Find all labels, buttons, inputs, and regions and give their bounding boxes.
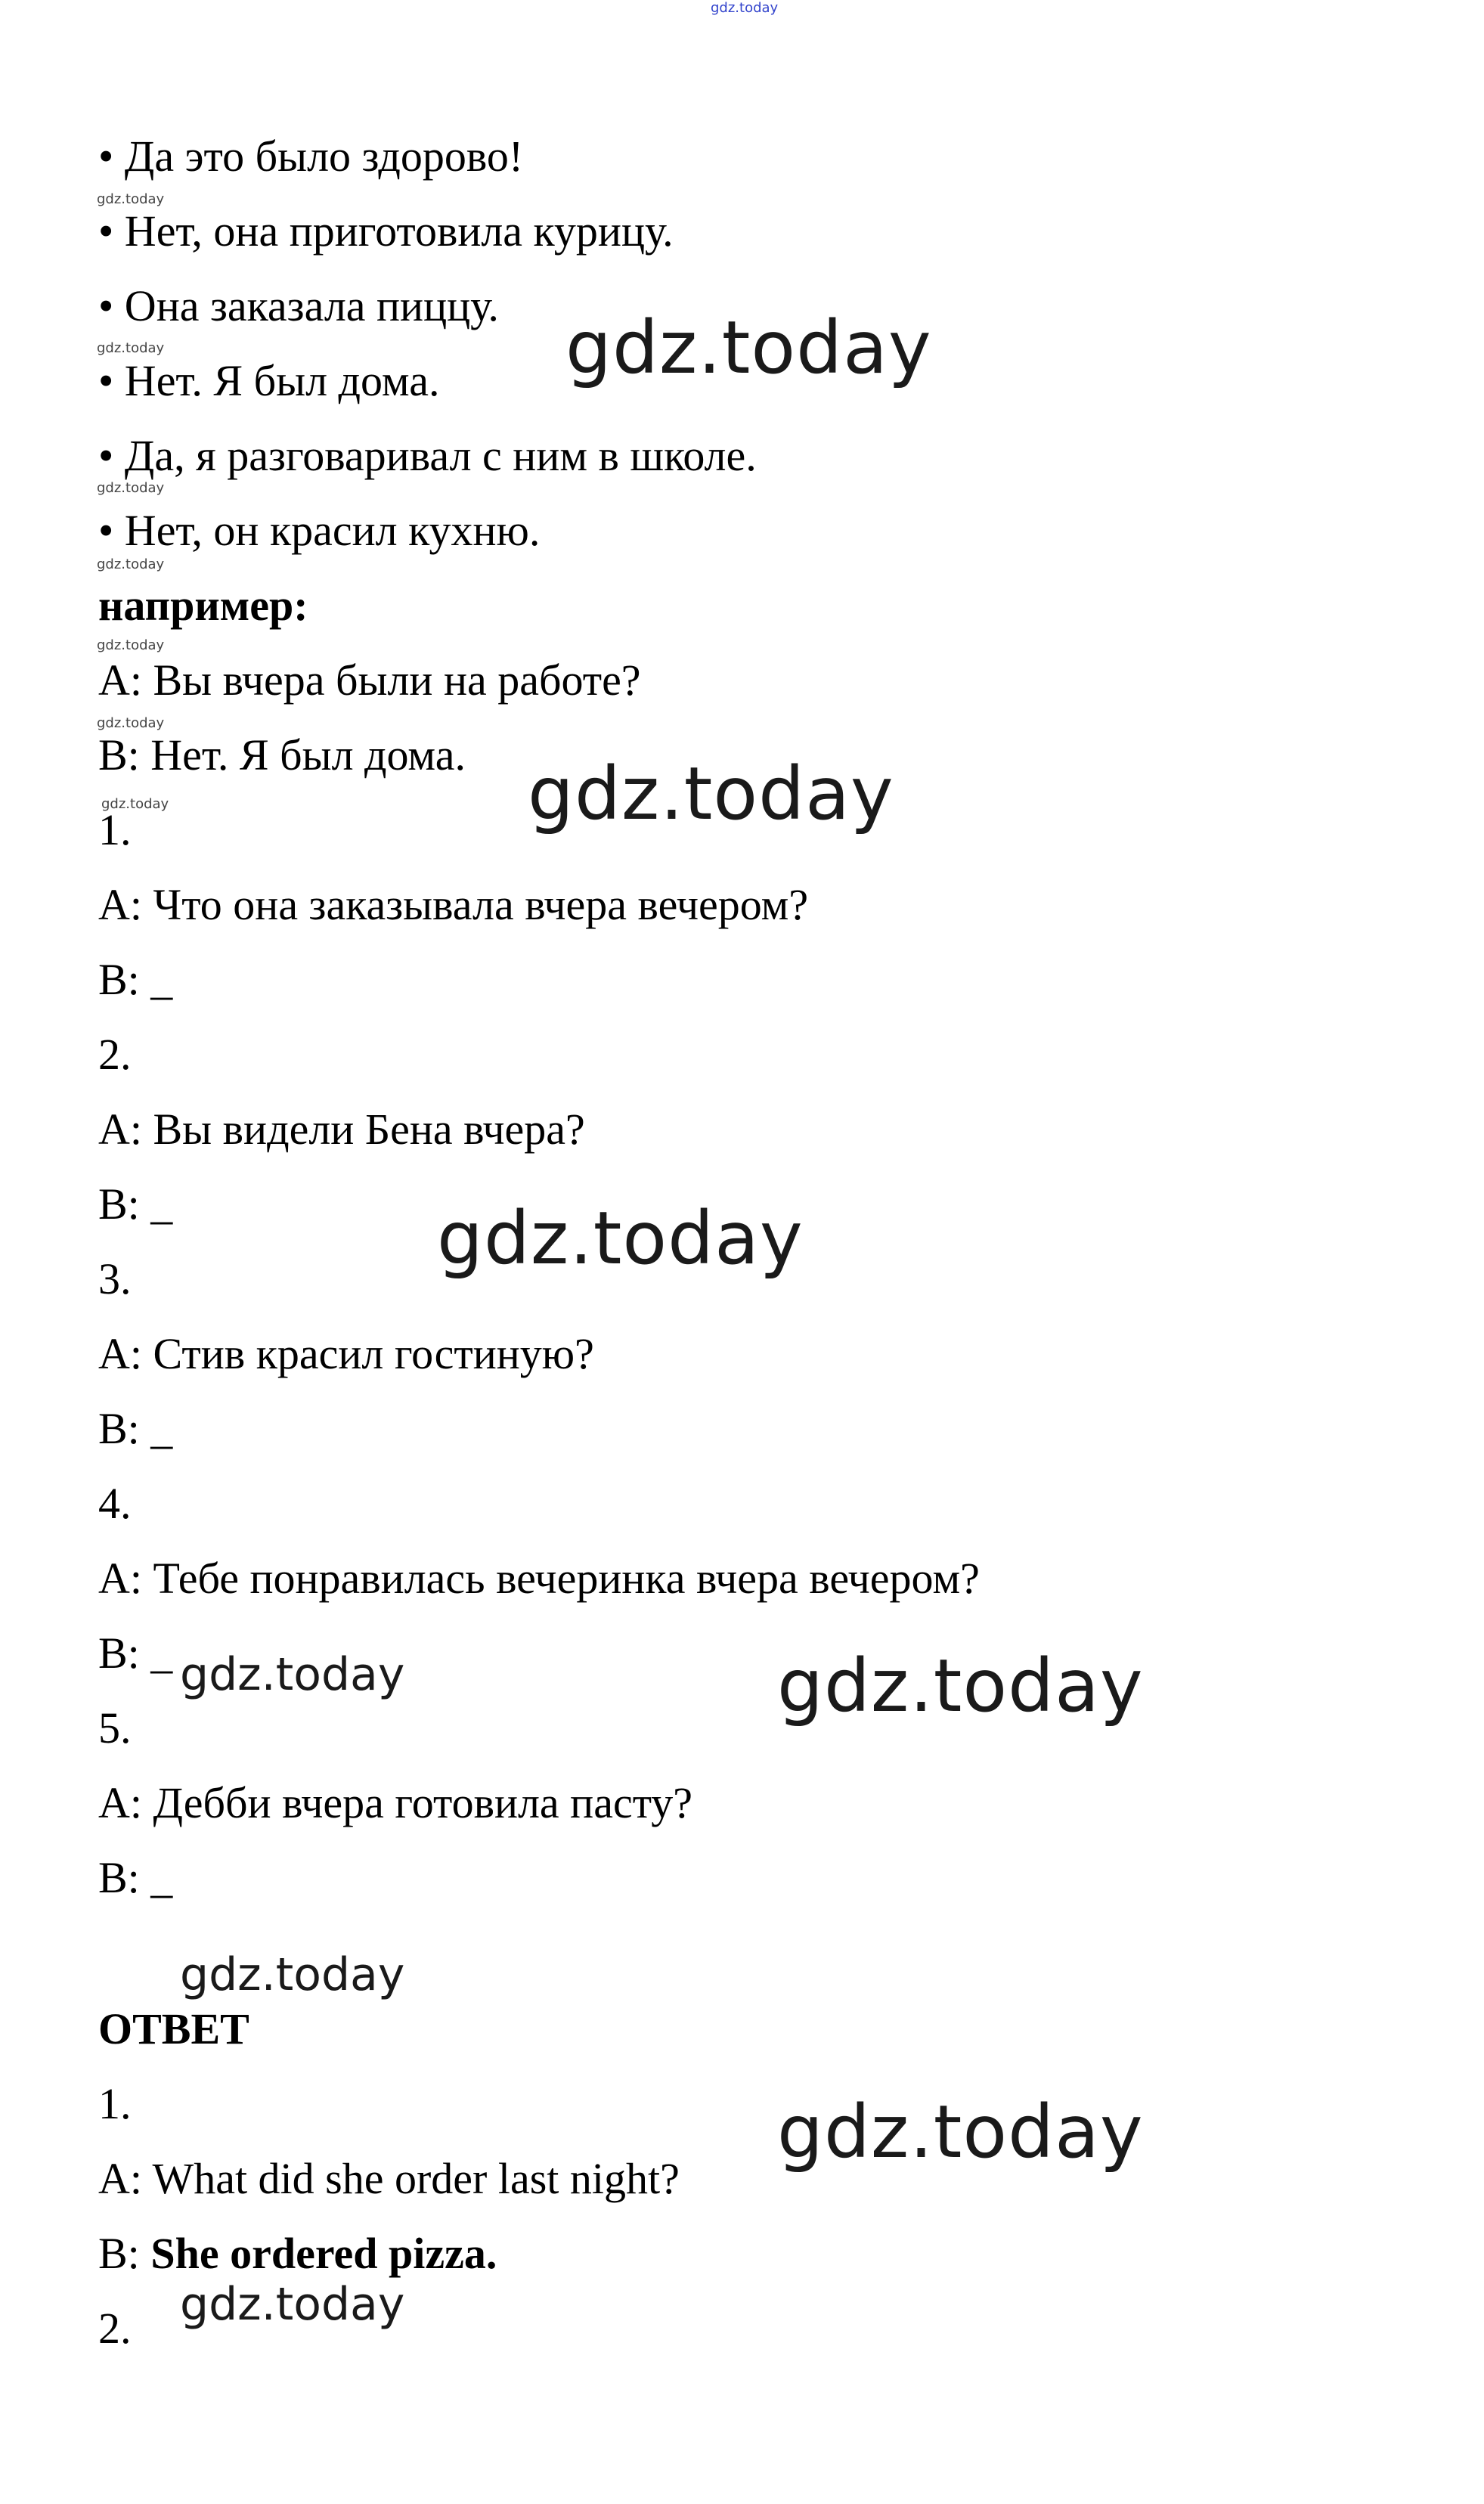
- exercise-question: A: Что она заказывала вчера вечером?: [98, 880, 809, 929]
- watermark-large: gdz.today: [777, 2090, 1144, 2174]
- answer-response-prefix: B:: [98, 2229, 140, 2278]
- watermark-medium: gdz.today: [180, 1948, 405, 2001]
- bullet-line: • Нет, он красил кухню.: [98, 506, 541, 555]
- example-heading: например:: [98, 581, 308, 630]
- exercise-answer-blank: B: _: [98, 1629, 173, 1678]
- watermark-small: gdz.today: [101, 796, 169, 812]
- watermark-medium: gdz.today: [180, 2278, 405, 2331]
- exercise-question: A: Стив красил гостиную?: [98, 1329, 594, 1378]
- exercise-number: 2.: [98, 1030, 132, 1079]
- bullet-line: • Она заказала пиццу.: [98, 281, 499, 330]
- exercise-answer-blank: B: _: [98, 1179, 173, 1229]
- exercise-answer-blank: B: _: [98, 1404, 173, 1453]
- exercise-number: 1.: [98, 805, 132, 854]
- exercise-number: 5.: [98, 1703, 132, 1752]
- exercise-answer-blank: B: _: [98, 1853, 173, 1902]
- exercise-answer-blank: B: _: [98, 955, 173, 1004]
- watermark-small: gdz.today: [97, 191, 165, 207]
- watermark-large: gdz.today: [565, 305, 932, 390]
- bullet-line: • Да это было здорово!: [98, 132, 524, 181]
- answer-question: A: What did she order last night?: [98, 2154, 680, 2203]
- answer-heading: ОТВЕТ: [98, 2004, 249, 2053]
- bullet-line: • Нет, она приготовила курицу.: [98, 206, 674, 256]
- answer-response-text: She ordered pizza.: [150, 2229, 497, 2278]
- exercise-question: A: Дебби вчера готовила пасту?: [98, 1778, 693, 1827]
- exercise-question: A: Тебе понравилась вечеринка вчера вечером?: [98, 1554, 980, 1603]
- watermark-large: gdz.today: [437, 1196, 804, 1281]
- watermark-large: gdz.today: [528, 752, 894, 836]
- watermark-small: gdz.today: [97, 480, 165, 496]
- answer-number: 1.: [98, 2079, 132, 2128]
- answer-response: [98, 2229, 497, 2278]
- watermark-medium: gdz.today: [180, 1648, 405, 1701]
- example-answer: B: Нет. Я был дома.: [98, 730, 466, 779]
- exercise-number: 4.: [98, 1479, 132, 1528]
- watermark-small: gdz.today: [97, 715, 165, 731]
- watermark-top: gdz.today: [711, 0, 779, 16]
- bullet-line: • Нет. Я был дома.: [98, 356, 440, 405]
- bullet-line: • Да, я разговаривал с ним в школе.: [98, 431, 757, 480]
- watermark-large: gdz.today: [777, 1644, 1144, 1728]
- watermark-small: gdz.today: [97, 340, 165, 356]
- watermark-small: gdz.today: [97, 556, 165, 572]
- exercise-number: 3.: [98, 1254, 132, 1303]
- watermark-small: gdz.today: [97, 637, 165, 653]
- exercise-question: A: Вы видели Бена вчера?: [98, 1105, 585, 1154]
- example-question: A: Вы вчера были на работе?: [98, 655, 641, 705]
- answer-number: 2.: [98, 2304, 132, 2353]
